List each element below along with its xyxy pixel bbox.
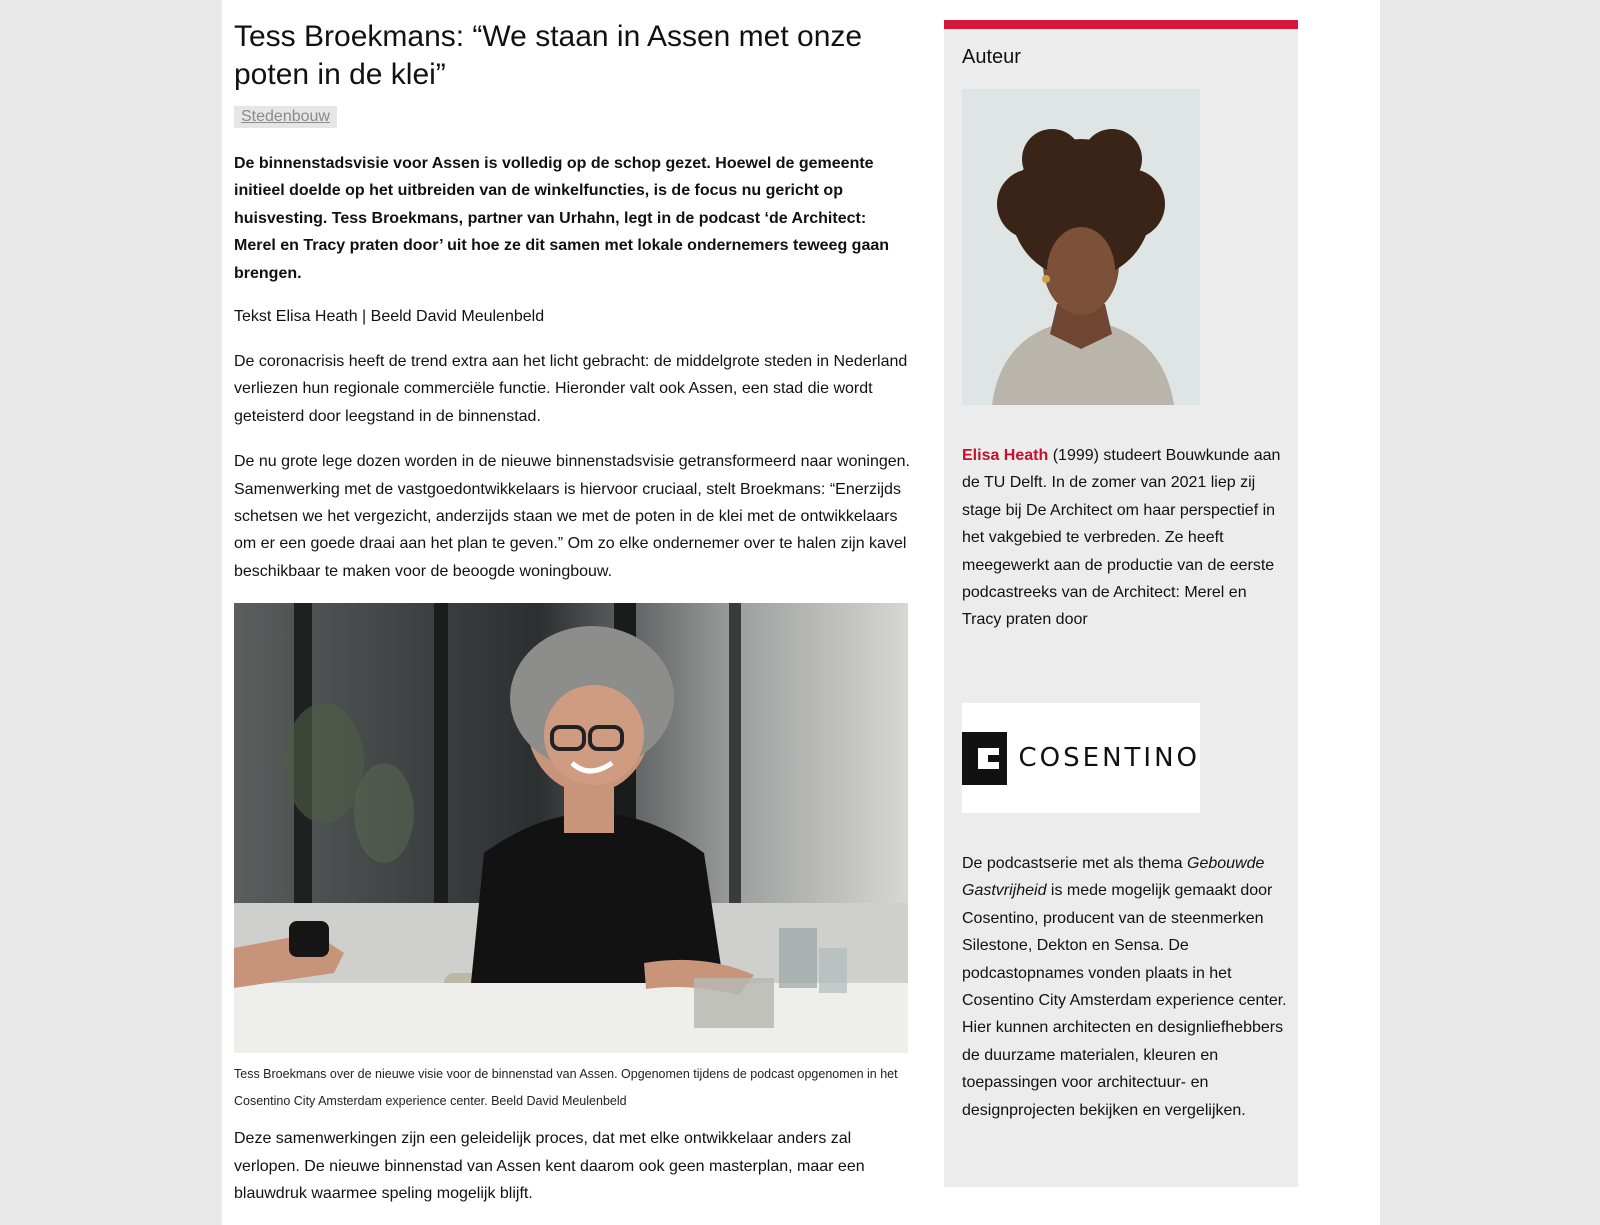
author-bio — [962, 442, 1288, 634]
article-paragraph: Deze samenwerkingen zijn een geleidelijk proces, dat met elke ontwikkelaar anders zal verlopen. De nieuwe binnenstad van Assen kent daarom ook geen masterplan, maar een blauwdruk waarmee speling mogelijk blijft. — [234, 1130, 865, 1203]
author-bio-text: (1999) studeert Bouwkunde aan de TU Delft. In de zomer van 2021 liep zij stage bij De Architect om haar perspectief in het vakgebied te verbreden. Ze heeft meegewerkt aan de productie van de eerste podcastreeks van de Architect: Merel en Tracy praten door — [962, 447, 1281, 629]
sponsor-logo[interactable] — [962, 703, 1200, 813]
sponsor-text — [962, 850, 1288, 1124]
article-credits: Tekst Elisa Heath | Beeld David Meulenbeld — [234, 308, 545, 326]
article-photo — [234, 603, 908, 1053]
article-paragraph: De coronacrisis heeft de trend extra aan het licht gebracht: de middelgrote steden in Nederland verliezen hun regionale commerciële functie. Hieronder valt ook Assen, een stad die wordt geteisterd door leegstand in de binnenstad. — [234, 353, 908, 425]
sponsor-text-part: De podcastserie met als thema — [962, 855, 1187, 872]
cosentino-logo-icon — [962, 732, 1007, 785]
article-title: Tess Broekmans: “We staan in Assen met onze poten in de klei” — [234, 20, 863, 91]
photo-caption: Tess Broekmans over de nieuwe visie voor de binnenstad van Assen. Opgenomen tijdens de podcast opgenomen in het Cosentino City Amsterdam experience center. Beeld David Meulenbeld — [234, 1067, 898, 1109]
sponsor-logo-wordmark: COSENTINO — [1018, 743, 1200, 773]
article-paragraph: De nu grote lege dozen worden in de nieuwe binnenstadsvisie getransformeerd naar woningen. Samenwerking met de vastgoedontwikkelaars is hiervoor cruciaal, stelt Broekmans: “Enerzijds schetsen we het vergezicht, anderzijds staan we met de poten in de klei met de ontwikkelaars om er een goede draai aan het plan te geven.” Om zo elke ondernemer over te halen zijn kavel beschikbaar te maken voor de beoogde woningbouw. — [234, 453, 910, 580]
article-lead: De binnenstadsvisie voor Assen is volledig op de schop gezet. Hoewel de gemeente initieel doelde op het uitbreiden van de winkelfuncties, is de focus nu gericht op huisvesting. Tess Broekmans, partner van Urhahn, legt in de podcast ‘de Architect: Merel en Tracy praten door’ uit hoe ze dit samen met lokale ondernemers teweeg gaan brengen. — [234, 155, 890, 282]
author-portrait-illustration — [962, 89, 1200, 405]
sidebar-heading: Auteur — [962, 46, 1021, 68]
article — [234, 0, 910, 1208]
page — [222, 0, 1380, 1225]
author-photo — [962, 89, 1200, 405]
podcast-theme: Gebouwde Gastvrijheid — [962, 855, 1265, 900]
author-name-link[interactable]: Elisa Heath — [962, 447, 1049, 464]
author-sidebar — [944, 20, 1298, 1187]
sponsor-text-part: is mede mogelijk gemaakt door Cosentino, producent van de steenmerken Silestone, Dekton en Sensa. De podcastopnames vonden plaats in het Cosentino City Amsterdam experience center. Hier kunnen architecten en designliefhebbers de duurzame materialen, kleuren en toepassingen voor architectuur- en designprojecten bekijken en vergelijken. — [962, 882, 1287, 1119]
category-tag-link[interactable]: Stedenbouw — [234, 106, 337, 128]
photo-illustration — [234, 603, 908, 1053]
